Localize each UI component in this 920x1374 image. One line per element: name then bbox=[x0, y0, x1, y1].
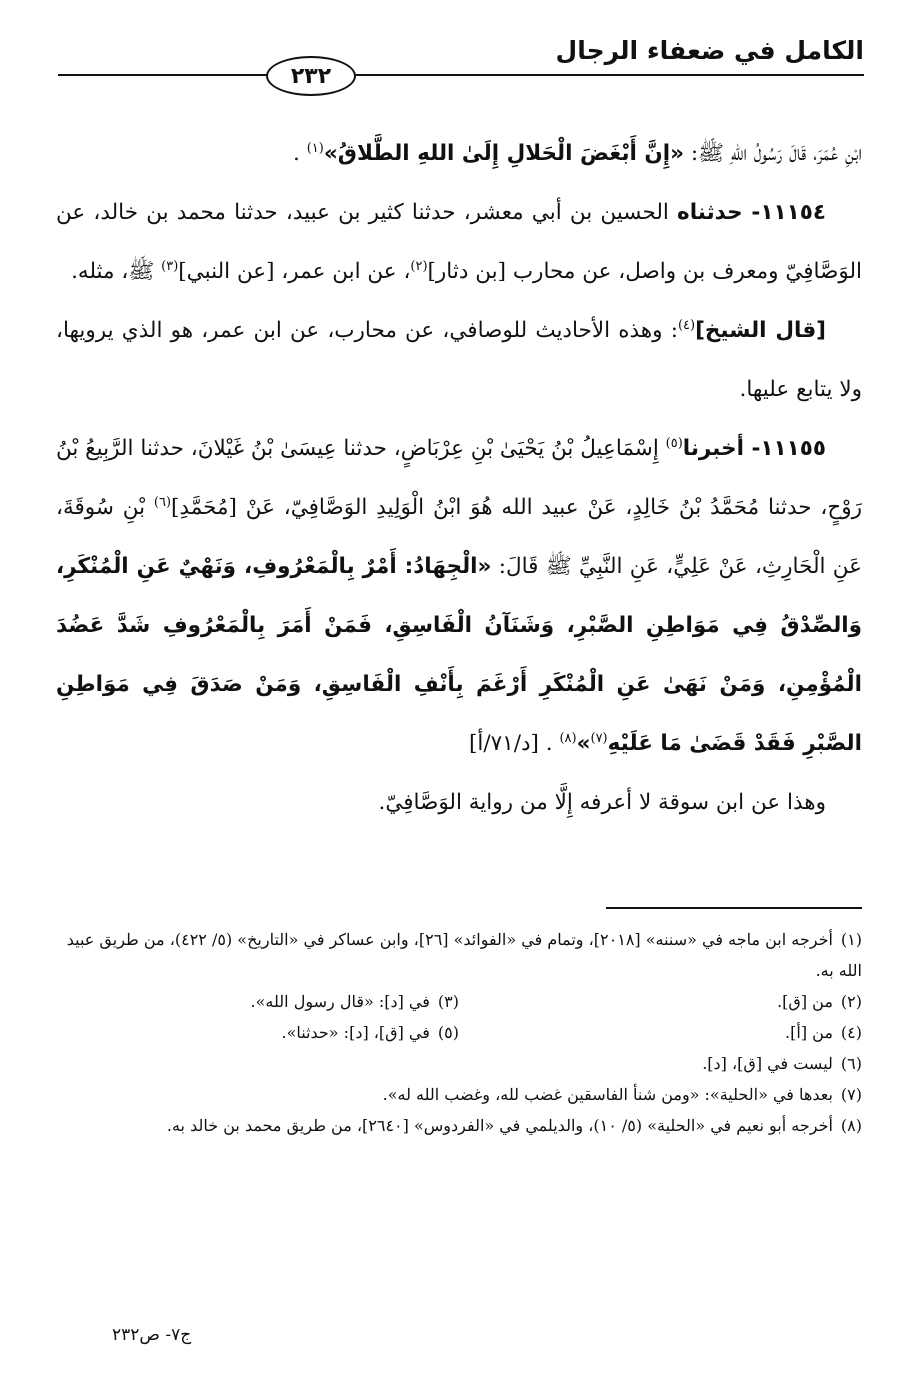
footnote-3 bbox=[56, 986, 459, 1017]
page-number: ٢٣٢ bbox=[290, 63, 332, 89]
footnote-7-number: (٧) bbox=[840, 1085, 862, 1104]
footnote-row-2-3 bbox=[56, 986, 862, 1017]
p1-text-a: ابْنِ عُمَرَ، قَالَ رَسُولُ اللهِ ﷺ: bbox=[683, 141, 862, 166]
footnote-3-number: (٣) bbox=[437, 992, 459, 1011]
paragraph-closing-note bbox=[56, 773, 862, 832]
footnote-6 bbox=[56, 1048, 862, 1079]
paragraph-11154 bbox=[56, 183, 862, 301]
p4-text-a: إِسْمَاعِيلُ بْنُ يَحْيَىٰ بْنِ عِرْبَاضٍ، حدثنا عِيسَىٰ بْنُ غَيْلانَ، حدثنا الرَّبِيعُ بْنُ رَوْحٍ، حدثنا مُحَمَّدُ بْنُ خَالِدٍ، عَنْ عبيد الله هُوَ ابْنُ الْوَلِيدِ الوَصَّافِيّ، عَنْ [مُحَمَّدِ] bbox=[56, 436, 862, 520]
p1-text-b: . bbox=[293, 141, 307, 166]
p1-hadith-quote: «إِنَّ أَبْغَضَ الْحَلالِ إِلَىٰ اللهِ الطَّلاقُ» bbox=[323, 141, 684, 166]
paragraph-1 bbox=[56, 124, 862, 183]
footnote-3-text: في [د]: «قال رسول الله». bbox=[250, 992, 430, 1011]
p2-text-c: ﷺ، مثله. bbox=[71, 259, 162, 284]
footnote-1-number: (١) bbox=[840, 930, 862, 949]
footnote-4 bbox=[459, 1017, 862, 1048]
p4-quote-close: » bbox=[576, 731, 591, 756]
footnote-1 bbox=[56, 924, 862, 986]
page-header bbox=[58, 28, 864, 98]
footnote-8-number: (٨) bbox=[840, 1116, 862, 1135]
p3-text: : وهذه الأحاديث للوصافي، عن محارب، عن ابن عمر، هو الذي يرويها، ولا يتابع عليها. bbox=[56, 318, 862, 402]
footnote-2 bbox=[459, 986, 862, 1017]
footnote-ref-3[interactable]: (٣) bbox=[161, 258, 179, 274]
p4-text-b: بْنِ سُوقَةَ، عَنِ الْحَارِثِ، عَنْ عَلِيٍّ، عَنِ النَّبِيِّ ﷺ قَالَ: bbox=[56, 495, 862, 579]
footnote-ref-8[interactable]: (٨) bbox=[559, 730, 577, 746]
book-title: الكامل في ضعفاء الرجال bbox=[555, 36, 864, 65]
p4-cue-word: أخبرنا bbox=[682, 436, 744, 461]
paragraph-sheikh-note bbox=[56, 301, 862, 419]
footnote-5-text: في [ق]، [د]: «حدثنا». bbox=[281, 1023, 430, 1042]
footnote-ref-7[interactable]: (٧) bbox=[590, 730, 608, 746]
header-rule bbox=[58, 74, 864, 76]
footnote-5 bbox=[56, 1017, 459, 1048]
footnote-7 bbox=[56, 1079, 862, 1110]
footnote-1-text: أخرجه ابن ماجه في «سننه» [٢٠١٨]، وتمام في «الفوائد» [٢٦]، وابن عساكر في «التاريخ» (٥/ ٤٢٢)، من طريق عبيد الله به. bbox=[66, 930, 862, 980]
p5-text: وهذا عن ابن سوقة لا أعرفه إِلَّا من رواية الوَصَّافِيّ. bbox=[378, 790, 826, 815]
footnote-4-number: (٤) bbox=[840, 1023, 862, 1042]
page-number-badge bbox=[266, 56, 356, 96]
main-text bbox=[56, 124, 862, 832]
footnote-5-number: (٥) bbox=[437, 1023, 459, 1042]
footnote-7-text: بعدها في «الحلية»: «ومن شنأ الفاسقين غضب لله، وغضب الله له». bbox=[382, 1085, 833, 1104]
paragraph-11155 bbox=[56, 419, 862, 773]
footnote-8-text: أخرجه أبو نعيم في «الحلية» (٥/ ١٠)، والديلمي في «الفردوس» [٢٦٤٠]، من طريق محمد بن خالد به. bbox=[166, 1116, 833, 1135]
footnote-4-text: من [أ]. bbox=[785, 1023, 833, 1042]
footnote-2-number: (٢) bbox=[840, 992, 862, 1011]
footnote-8 bbox=[56, 1110, 862, 1141]
footnote-6-text: ليست في [ق]، [د]. bbox=[702, 1054, 833, 1073]
p3-cue: [قال الشيخ] bbox=[695, 318, 826, 343]
footnote-ref-6[interactable]: (٦) bbox=[153, 494, 172, 510]
footnotes bbox=[56, 924, 862, 1141]
footnote-row-4-5 bbox=[56, 1017, 862, 1048]
p4-text-d: . [د/٧١/أ] bbox=[469, 731, 560, 756]
footnote-ref-5[interactable]: (٥) bbox=[665, 435, 683, 451]
p2-text-a: الحسين بن أبي معشر، حدثنا كثير بن عبيد، حدثنا محمد بن خالد، عن الوَصَّافِيّ ومعرف بن واصل، عن محارب [بن دثار] bbox=[56, 200, 862, 284]
hadith-number-11154: ١١١٥٤- bbox=[742, 200, 826, 225]
footnote-separator bbox=[606, 907, 862, 909]
hadith-number-11155: ١١١٥٥- bbox=[743, 436, 826, 461]
footnote-6-number: (٦) bbox=[840, 1054, 862, 1073]
p4-hadith-quote: «الْجِهَادُ: أَمْرٌ بِالْمَعْرُوفِ، وَنَهْيٌ عَنِ الْمُنْكَرِ، وَالصِّدْقُ فِي مَوَاطِنِ الصَّبْرِ، وَشَنَآنُ الْفَاسِقِ، فَمَنْ أَمَرَ بِالْمَعْرُوفِ شَدَّ عَضُدَ الْمُؤْمِنِ، وَمَنْ نَهَىٰ عَنِ الْمُنْكَرِ أَرْغَمَ بِأَنْفِ الْفَاسِقِ، وَمَنْ صَدَقَ فِي مَوَاطِنِ الصَّبْرِ فَقَدْ قَضَىٰ مَا عَلَيْهِ bbox=[56, 554, 862, 756]
footnote-ref-2[interactable]: (٢) bbox=[410, 258, 428, 274]
p2-text-b: ، عن ابن عمر، [عن النبي] bbox=[178, 259, 411, 284]
volume-page-marker: ج٧- ص٢٣٢ bbox=[112, 1325, 192, 1345]
footnote-2-text: من [ق]. bbox=[777, 992, 833, 1011]
footnote-ref-1[interactable]: (١) bbox=[306, 140, 324, 156]
footnote-ref-4[interactable]: (٤) bbox=[677, 317, 696, 333]
p2-cue-word: حدثناه bbox=[677, 200, 743, 225]
